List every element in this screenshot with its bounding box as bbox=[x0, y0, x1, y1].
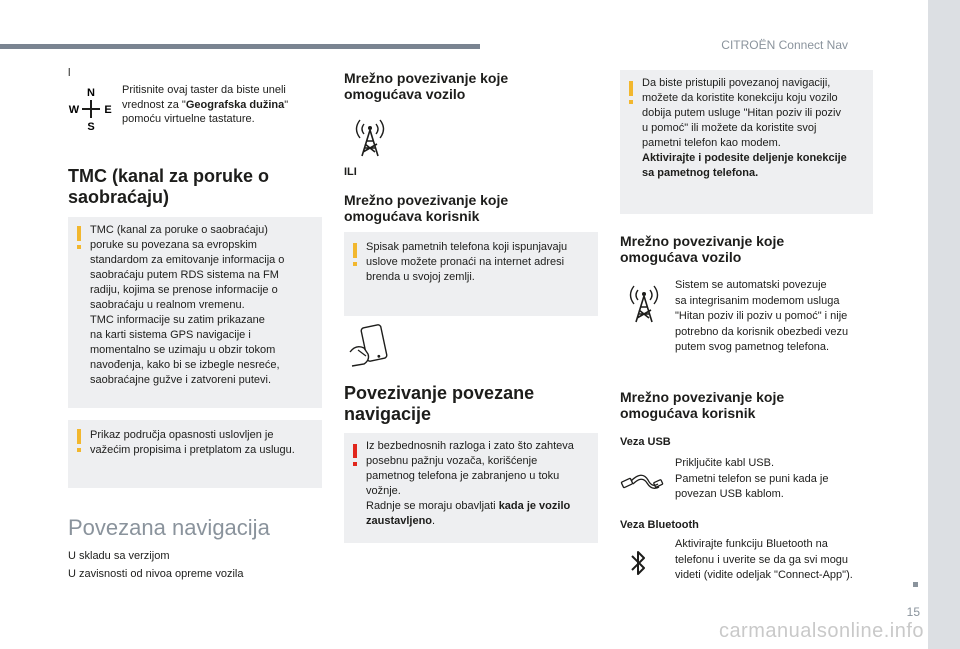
hazard-line: Prikaz područja opasnosti uslovljen je bbox=[90, 429, 274, 441]
warning-bold-1: kada je vozilo bbox=[498, 500, 571, 512]
usb-text bbox=[675, 456, 875, 503]
hazard-line: važećim propisima i pretplatom za uslugu. bbox=[90, 444, 295, 456]
access-bold-line-2: sa pametnog telefona. bbox=[642, 167, 759, 179]
usb-cable-icon bbox=[620, 466, 664, 496]
vehicle-title-line-2: omogućava vozilo bbox=[344, 86, 466, 102]
bluetooth-line: telefonu i uverite se da ga svi mogu bbox=[675, 553, 849, 566]
tmc-info-box bbox=[68, 217, 322, 408]
bluetooth-label: Veza Bluetooth bbox=[620, 519, 699, 531]
connected-title-line-2: navigacije bbox=[344, 404, 432, 424]
compass-icon bbox=[68, 84, 114, 134]
compass-line-2 bbox=[122, 98, 322, 113]
safety-warning-box bbox=[344, 433, 598, 543]
info-bar bbox=[353, 243, 357, 258]
user-title-line-2: omogućava korisnik bbox=[620, 405, 756, 421]
smartphone-icon bbox=[346, 322, 394, 368]
compass-line-2-bold: Geografska dužina bbox=[185, 98, 285, 111]
vehicle-connection-heading bbox=[344, 70, 594, 102]
tmc-line: TMC (kanal za poruke o saobraćaju) bbox=[90, 224, 268, 236]
access-line: dobija putem usluge "Hitan poziv ili poziv bbox=[642, 107, 841, 119]
hazard-info-text bbox=[90, 428, 318, 458]
user-title-line-1: Mrežno povezivanje koje bbox=[620, 389, 785, 405]
vehicle-line: putem svog pametnog telefona. bbox=[675, 341, 830, 353]
connected-title-line-1: Povezivanje povezane bbox=[344, 383, 535, 403]
or-label: ILI bbox=[344, 166, 357, 178]
bluetooth-line: Aktivirajte funkciju Bluetooth na bbox=[675, 538, 828, 550]
tmc-info-text bbox=[90, 223, 318, 388]
info-dot bbox=[77, 448, 81, 452]
section-title bbox=[68, 515, 270, 541]
info-bar bbox=[629, 81, 633, 96]
bluetooth-line: videti (vidite odeljak "Connect-App"). bbox=[675, 569, 853, 581]
info-dot bbox=[77, 245, 81, 249]
vehicle-connection-text bbox=[675, 278, 875, 356]
vehicle-connection-heading-2 bbox=[620, 233, 870, 265]
page-edge-tab bbox=[928, 0, 960, 649]
access-info-box bbox=[620, 70, 873, 214]
compass-w: W bbox=[68, 104, 80, 116]
user-title-line-1: Mrežno povezivanje koje bbox=[344, 192, 509, 208]
page-end-marker bbox=[913, 582, 918, 587]
tmc-line: na karti sistema GPS navigacije i bbox=[90, 329, 251, 341]
compass-line-2c: " bbox=[284, 98, 289, 111]
info-dot bbox=[353, 262, 357, 266]
version-note: U skladu sa verzijom bbox=[68, 550, 170, 562]
warning-bar bbox=[353, 444, 357, 458]
phones-line: uslove možete pronaći na internet adresi bbox=[366, 256, 565, 268]
tmc-line: poruke su povezana sa evropskim bbox=[90, 239, 257, 251]
vehicle-line: potrebno da korisnik obezbedi vezu bbox=[675, 325, 849, 338]
tmc-line: TMC informacije su zatim prikazane bbox=[90, 314, 265, 326]
tmc-line: navođenja, kako bi se izbegle nesreće, bbox=[90, 359, 280, 371]
tmc-line: saobraćajne gužve i zatvoreni putevi. bbox=[90, 374, 271, 386]
antenna-icon bbox=[624, 282, 664, 324]
access-bold-line-1: Aktivirajte i podesite deljenje konekcije bbox=[642, 152, 847, 164]
vehicle-title-line-2: omogućava vozilo bbox=[620, 249, 742, 265]
phones-line: brenda u svojoj zemlji. bbox=[366, 271, 475, 283]
equipment-note: U zavisnosti od nivoa opreme vozila bbox=[68, 568, 244, 580]
header-rule bbox=[0, 44, 480, 49]
usb-line: Pametni telefon se puni kada je bbox=[675, 472, 829, 485]
tmc-line: saobraćaju putem RDS sistema na FM bbox=[90, 269, 279, 281]
warning-line bbox=[366, 499, 594, 514]
warning-bold-2: zaustavljeno bbox=[366, 515, 433, 527]
antenna-icon bbox=[350, 116, 390, 158]
access-line: možete da koristite konekciju koju vozilo bbox=[642, 92, 838, 104]
access-line: Da biste pristupili povezanoj navigaciji, bbox=[642, 77, 831, 89]
warning-line-5: Radnje se moraju obavljati bbox=[366, 500, 499, 512]
vehicle-line: "Hitan poziv ili poziv u pomoć" i nije bbox=[675, 310, 848, 322]
compass-description bbox=[122, 83, 322, 127]
warning-dot bbox=[353, 462, 357, 466]
phones-line: Spisak pametnih telefona koji ispunjavaju bbox=[366, 241, 568, 253]
vehicle-line: sa integrisanim modemom usluga bbox=[675, 294, 840, 307]
user-connection-heading-2 bbox=[620, 389, 870, 421]
warning-line: vožnje. bbox=[366, 485, 401, 497]
phones-info-text bbox=[366, 240, 594, 285]
header-title: CITROËN Connect Nav bbox=[721, 38, 848, 52]
warning-line: posebnu pažnju vozača, korišćenje bbox=[366, 455, 538, 467]
access-line: pametni telefon kao modem. bbox=[642, 137, 781, 149]
usb-line: povezan USB kablom. bbox=[675, 488, 784, 500]
vehicle-title-line-1: Mrežno povezivanje koje bbox=[344, 70, 509, 86]
warning-line: pametnog telefona je zabranjeno u toku bbox=[366, 470, 560, 482]
tmc-heading bbox=[68, 166, 328, 208]
compass-line-3: pomoću virtuelne tastature. bbox=[122, 113, 255, 125]
vehicle-line: Sistem se automatski povezuje bbox=[675, 279, 827, 291]
tmc-line: radiju, kojima se prenose informacije o bbox=[90, 284, 278, 296]
safety-warning-text bbox=[366, 439, 594, 529]
access-info-text bbox=[642, 76, 870, 181]
compass-line-2a: vrednost za " bbox=[122, 98, 186, 111]
tmc-line: momentalno se uzimaju u obzir tokom bbox=[90, 344, 276, 356]
tmc-line: saobraćaju u realnom vremenu. bbox=[90, 299, 245, 311]
tmc-line: standardom za emitovanje informacija o bbox=[90, 254, 285, 266]
info-bar bbox=[77, 226, 81, 241]
user-connection-heading bbox=[344, 192, 594, 224]
tmc-title-line-1: TMC (kanal za poruke o bbox=[68, 166, 270, 186]
vehicle-title-line-1: Mrežno povezivanje koje bbox=[620, 233, 785, 249]
phones-info-box bbox=[344, 232, 598, 316]
bluetooth-icon bbox=[628, 548, 648, 578]
compass-e: E bbox=[104, 104, 112, 116]
info-bar bbox=[77, 429, 81, 444]
bluetooth-text bbox=[675, 537, 895, 584]
watermark: carmanualsonline.info bbox=[718, 620, 924, 642]
usb-label: Veza USB bbox=[620, 436, 671, 448]
access-line: u pomoć" ili možete da koristite svoj bbox=[642, 122, 817, 134]
hazard-info-box bbox=[68, 420, 322, 488]
compass-line-1: Pritisnite ovaj taster da biste uneli bbox=[122, 84, 286, 96]
page-number: 15 bbox=[906, 605, 920, 619]
user-title-line-2: omogućava korisnik bbox=[344, 208, 480, 224]
info-dot bbox=[629, 100, 633, 104]
usb-line: Priključite kabl USB. bbox=[675, 457, 775, 469]
warning-end: . bbox=[432, 515, 436, 527]
warning-line: Iz bezbednosnih razloga i zato što zahteva bbox=[366, 440, 574, 452]
warning-line bbox=[366, 514, 594, 529]
tmc-title-line-2: saobraćaju) bbox=[68, 187, 170, 207]
stray-char: l bbox=[68, 67, 71, 79]
compass-n: N bbox=[87, 87, 95, 99]
connected-nav-heading bbox=[344, 383, 604, 425]
section-title-text: Povezana navigacija bbox=[68, 515, 270, 540]
compass-s: S bbox=[87, 121, 95, 133]
